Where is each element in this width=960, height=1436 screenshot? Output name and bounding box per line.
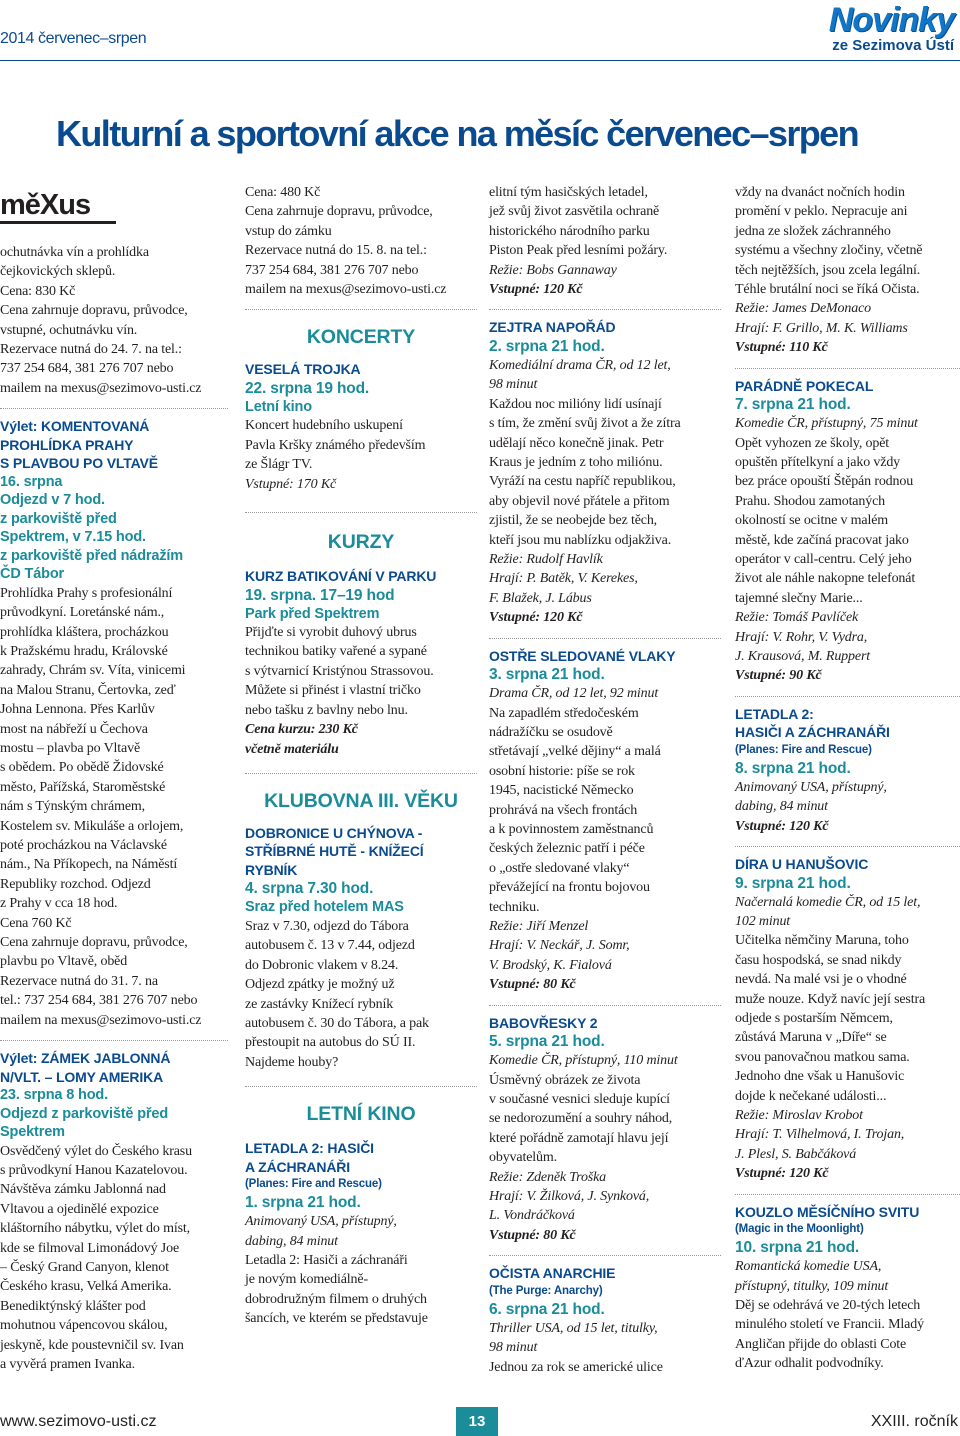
text-line: život ale náhle nakopne telefonát <box>735 571 916 587</box>
text-line: Načernalá komedie ČR, od 15 let, <box>735 894 921 910</box>
text-line: Drama ČR, od 12 let, 92 minut <box>489 686 659 702</box>
text-line: Jednou za rok se americké ulice <box>489 1359 663 1375</box>
text-line: Hrají: T. Vilhelmová, I. Trojan, <box>735 1127 905 1143</box>
text-line: odjede s postarším Němcem, <box>735 1011 893 1026</box>
text-line: dojde k nečekané události... <box>735 1088 887 1104</box>
text-line: Angličan přijde do oblasti Cote <box>735 1336 907 1352</box>
text-line: Romantická komedie USA, <box>735 1259 882 1275</box>
text-line: o „ostře sledované vlaky“ <box>489 860 630 876</box>
text-line: 98 minut <box>489 377 538 393</box>
event-date: 22. srpna 19 hod. <box>245 379 370 397</box>
text-line: L. Vondráčková <box>489 1208 575 1224</box>
movie-date: 6. srpna 21 hod. <box>489 1300 605 1318</box>
text-line: Výlet: ZÁMEK JABLONNÁ <box>0 1050 171 1067</box>
movie-credits <box>735 608 960 666</box>
event-title <box>0 1049 228 1086</box>
price-info <box>245 183 477 299</box>
text-line: Odjezd zpátky je možný už <box>245 977 395 993</box>
text-line: mailem na mexus@sezimovo-usti.cz <box>245 282 447 298</box>
text-line: minulého století ve Francii. Mladý <box>735 1317 924 1333</box>
movie-credits <box>489 917 721 975</box>
divider <box>245 512 477 513</box>
movie-original-title: (The Purge: Anarchy) <box>489 1284 603 1297</box>
text-line: Českého krasu, Velká Amerika. <box>0 1279 172 1295</box>
text-line: systému a všechny zločiny, včetně <box>735 243 923 259</box>
text-line: Úsměvný obrázek ze života <box>489 1072 641 1088</box>
text-line: s obědem. Po obědě Židovské <box>0 760 164 776</box>
column-3 <box>489 183 721 1377</box>
text-line: Komediální drama ČR, od 12 let, <box>489 357 671 373</box>
movie-date: 10. srpna 21 hod. <box>735 1239 860 1257</box>
text-line: Na zapadlém středočeském <box>489 705 639 721</box>
text-line: Animovaný USA, přístupný, <box>245 1214 397 1230</box>
text-line: svou panovačnou matkou sama. <box>735 1049 910 1065</box>
movie-price: Vstupné: 80 Kč <box>489 1227 576 1243</box>
text-line: Kraus je jedním z toho miliónu. <box>489 454 663 470</box>
movie-price: Vstupné: 120 Kč <box>735 1166 829 1182</box>
text-line: Benediktýnský klášter pod <box>0 1298 146 1314</box>
text-line: J. Plesl, S. Babčáková <box>735 1146 857 1162</box>
issue-date: 2014 červenec–srpen <box>0 30 147 47</box>
text-line: vstupné, ochutnávku vín. <box>0 322 138 338</box>
text-line: čejkovických sklepů. <box>0 264 116 280</box>
text-line: převážející na frontu bojovou <box>489 880 650 896</box>
text-line: ze Šlágr TV. <box>245 457 313 473</box>
text-line: 1945, nacistické Německo <box>489 783 634 799</box>
text-line: Režie: Zdeněk Troška <box>489 1169 607 1185</box>
movie-title: ZEJTRA NAPOŘÁD <box>489 319 616 336</box>
text-line: osobní historie: píše se rok <box>489 763 635 779</box>
mexus-logo-text: měXus <box>0 189 91 221</box>
movie-genre <box>245 1212 477 1251</box>
footer-website-link[interactable]: www.sezimovo-usti.cz <box>0 1413 157 1430</box>
movie-date: 9. srpna 21 hod. <box>735 874 851 892</box>
text-line: 23. srpna 8 hod. <box>0 1087 108 1104</box>
movie-date: 1. srpna 21 hod. <box>245 1194 361 1212</box>
section-kurzy: KURZY <box>327 531 395 554</box>
column-4 <box>735 183 960 1374</box>
event-meta <box>0 473 228 584</box>
text-line: Kostelem sv. Mikuláše a orlojem, <box>0 818 184 834</box>
text-line: Můžete si přinést i vlastní tričko <box>245 683 421 699</box>
divider <box>489 1255 721 1256</box>
text-line: 737 254 684, 381 276 707 nebo <box>245 262 419 278</box>
movie-text <box>735 931 960 1106</box>
text-line: PROHLÍDKA PRAHY <box>0 436 134 453</box>
text-line: zůstává Maruna v „Díře“ se <box>735 1030 887 1046</box>
event-text <box>245 623 477 720</box>
text-line: promění v peklo. Nepracuje ani <box>735 204 908 220</box>
text-line: Hrají: F. Grillo, M. K. Williams <box>735 320 908 336</box>
text-line: kteří jsou mu nablízku odjakživa. <box>489 532 672 548</box>
text-line: Prohlídka Prahy s profesionální <box>0 585 173 601</box>
text-line: Cena zahrnuje dopravu, průvodce, <box>245 204 433 220</box>
text-line: STŘÍBRNÉ HUTĚ - KNÍŽECÍ <box>245 843 424 860</box>
divider <box>489 638 721 639</box>
text-line: most na nábřeží u Čechova <box>0 721 148 737</box>
text-line: 98 minut <box>489 1340 538 1356</box>
text-line: Výlet: KOMENTOVANÁ <box>0 418 150 435</box>
text-line: Republiky rozchod. Odjezd <box>0 876 151 892</box>
text-line: a k povinnostem zaměstnanců <box>489 821 654 837</box>
movie-text <box>245 1251 477 1329</box>
text-line: do Dobronic vlakem v 8.24. <box>245 957 399 973</box>
event-date: 4. srpna 7.30 hod. <box>245 880 374 898</box>
divider <box>735 696 960 697</box>
text-line: Piston Peak před lesními požáry. <box>489 243 668 259</box>
text-line: dabing, 84 minut <box>735 799 828 815</box>
movie-date: 3. srpna 21 hod. <box>489 666 605 684</box>
text-line: A ZÁCHRANÁŘI <box>245 1158 351 1175</box>
text-line: střetávají „velké dějiny“ a malá <box>489 744 661 760</box>
text-line: mailem na mexus@sezimovo-usti.cz <box>0 380 202 396</box>
movie-text <box>489 183 721 261</box>
movie-title: BABOVŘESKY 2 <box>489 1014 598 1031</box>
movie-title: PARÁDNĚ POKECAL <box>735 377 874 394</box>
movie-original-title: (Magic in the Moonlight) <box>735 1223 864 1236</box>
movie-price: Vstupné: 120 Kč <box>489 610 583 626</box>
text-line: těch nejtěžších, jsou zcela legální. <box>735 262 921 278</box>
movie-price: Vstupné: 120 Kč <box>489 282 583 298</box>
text-line: LETADLA 2: HASIČI <box>245 1140 374 1157</box>
text-line: Režie: Miroslav Krobot <box>735 1108 863 1124</box>
text-line: se nedorozumění a souhry náhod, <box>489 1111 673 1127</box>
text-line: s výtvarnicí Kristýnou Strassovou. <box>245 663 434 679</box>
movie-text <box>489 704 721 917</box>
text-line: elitní tým hasičských letadel, <box>489 185 648 200</box>
text-line: J. Krausová, M. Ruppert <box>735 649 870 665</box>
movie-title: DÍRA U HANUŠOVIC <box>735 856 869 873</box>
movie-text <box>489 395 721 550</box>
text-line: mohutnou vápencovou skálou, <box>0 1318 168 1334</box>
event-title <box>245 824 477 880</box>
movie-title: KOUZLO MĚSÍČNÍHO SVITU <box>735 1203 920 1220</box>
text-line: z parkoviště před nádražím <box>0 547 184 564</box>
text-line: poté procházkou na Václavské <box>0 838 167 854</box>
movie-price: Vstupné: 90 Kč <box>735 668 822 684</box>
text-line: dobrodružným filmem o druhých <box>245 1291 427 1307</box>
text-line: Režie: Tomáš Pavlíček <box>735 610 859 626</box>
text-line: Cena: 480 Kč <box>245 185 321 200</box>
text-line: Děj se odehrává ve 20-tých letech <box>735 1297 921 1313</box>
text-line: okolností se ocitne v malém <box>735 513 889 529</box>
text-line: zjistil, že se neobejde bez těch, <box>489 513 658 529</box>
section-klubovna: KLUBOVNA III. VĚKU <box>264 789 458 812</box>
text-line: nevdá. Na malé vsi je o vhodné <box>735 972 907 988</box>
text-line: Cena 760 Kč <box>0 915 72 931</box>
logo-wordmark: Novinky <box>828 1 954 39</box>
event-price <box>245 720 477 759</box>
text-line: prohlídka kláštera, procházkou <box>0 624 169 640</box>
text-line: s tím, že změní svůj život a že zítra <box>489 416 681 432</box>
text-line: z parkoviště před <box>0 510 117 527</box>
text-line: Hrají: V. Rohr, V. Vydra, <box>735 629 868 645</box>
text-line: ČD Tábor <box>0 566 65 583</box>
movie-text <box>735 434 960 609</box>
movie-credits <box>489 1168 721 1226</box>
text-line: ze zastávky Knížecí rybník <box>245 996 394 1012</box>
text-line: muže nouze. Když navíc její sestra <box>735 991 926 1007</box>
event-title: KURZ BATIKOVÁNÍ V PARKU <box>245 568 437 585</box>
text-line: technikou batiky vařené a sypané <box>245 644 427 660</box>
text-line: Animovaný USA, přístupný, <box>735 779 887 795</box>
text-line: Cena kurzu: 230 Kč <box>245 722 358 738</box>
movie-text <box>489 1071 721 1168</box>
text-line: tel.: 737 254 684, 381 276 707 nebo <box>0 993 198 1009</box>
text-line: Opět vyhozen ze školy, opět <box>735 435 890 451</box>
text-line: jeskyně, kde poustevničil sv. Ivan <box>0 1337 184 1353</box>
movie-genre <box>489 684 721 703</box>
movie-date: 8. srpna 21 hod. <box>735 759 851 777</box>
event-place: Park před Spektrem <box>245 605 380 622</box>
movie-genre <box>735 1257 960 1296</box>
text-line: udělají něco konečně jinak. Petr <box>489 435 664 451</box>
event-date: 19. srpna. 17–19 hod <box>245 586 395 604</box>
event-place: Letní kino <box>245 398 312 415</box>
event-text <box>245 917 477 1072</box>
mexus-logo <box>0 189 228 221</box>
text-line: s průvodkyní Hanou Kazatelovou. <box>0 1163 188 1178</box>
text-line: jedna ze složek záchranného <box>735 223 891 239</box>
text-line: historického národního parku <box>489 223 650 239</box>
text-line: přestoupit na autobus do SÚ II. <box>245 1035 416 1051</box>
event-title <box>0 417 228 473</box>
text-line: techniku. <box>489 899 540 915</box>
text-line: DOBRONICE U CHÝNOVA - <box>245 824 423 841</box>
text-line: kde se filmoval Limonádový Joe <box>0 1240 180 1256</box>
text-line: ďAzur odhalit podvodníky. <box>735 1356 884 1372</box>
column-2 <box>245 183 477 1329</box>
text-line: S PLAVBOU PO VLTAVĚ <box>0 455 158 472</box>
movie-credits <box>735 1106 960 1164</box>
text-line: Spektrem, v 7.15 hod. <box>0 529 146 546</box>
divider <box>0 408 228 409</box>
text-line: Odjezd z parkoviště před <box>0 1105 169 1122</box>
movie-date: 2. srpna 21 hod. <box>489 337 605 355</box>
movie-genre <box>735 893 960 932</box>
text-line: Hrají: V. Neckář, J. Somr, <box>489 938 630 954</box>
text-line: zahrady, Chrám sv. Víta, vinicemi <box>0 663 186 679</box>
movie-price: Vstupné: 80 Kč <box>489 977 576 993</box>
divider <box>245 773 477 774</box>
movie-price: Vstupné: 110 Kč <box>735 340 828 356</box>
event-text <box>0 1142 228 1375</box>
event-title: VESELÁ TROJKA <box>245 361 361 378</box>
text-line: nám s Týnským chrámem, <box>0 799 145 815</box>
divider <box>489 1005 721 1006</box>
text-line: českých železnic patří i péče <box>489 841 645 857</box>
intro-text <box>0 243 228 398</box>
text-line: šancích, ve kterém se představuje <box>245 1311 428 1327</box>
text-line: mailem na mexus@sezimovo-usti.cz <box>0 1012 202 1028</box>
event-price: Vstupné: 170 Kč <box>245 476 337 492</box>
text-line: jež svůj život zasvětila ochraně <box>489 204 660 220</box>
text-line: Přijďte si vyrobit duhový ubrus <box>245 625 417 641</box>
text-line: Johna Lennona. Přes Karlův <box>0 702 155 718</box>
divider <box>245 1086 477 1087</box>
text-line: Komedie ČR, přístupný, 110 minut <box>489 1053 678 1069</box>
text-line: k Pražskému hradu, Královské <box>0 643 168 659</box>
movie-genre <box>489 1319 721 1358</box>
divider <box>245 309 477 310</box>
text-line: Režie: Rudolf Havlík <box>489 552 603 567</box>
movie-text <box>735 183 960 299</box>
event-place: Sraz před hotelem MAS <box>245 899 404 916</box>
text-line: na Malou Stranu, Čertovka, zeď <box>0 682 176 698</box>
movie-price: Vstupné: 120 Kč <box>735 818 829 834</box>
text-line: Letadla 2: Hasiči a záchranáři <box>245 1252 408 1268</box>
text-line: N/VLT. – LOMY AMERIKA <box>0 1068 164 1085</box>
divider <box>735 846 960 847</box>
text-line: Rezervace nutná do 15. 8. na tel.: <box>245 243 427 259</box>
text-line: Hrají: V. Žilková, J. Synková, <box>489 1188 650 1204</box>
movie-title: OČISTA ANARCHIE <box>489 1265 616 1282</box>
text-line: Učitelka němčiny Maruna, toho <box>735 933 909 949</box>
text-line: Prahu. Shodou zamotaných <box>735 493 885 509</box>
text-line: ochutnávka vín a prohlídka <box>0 245 149 260</box>
text-line: Cena zahrnuje dopravu, průvodce, <box>0 935 188 951</box>
text-line: autobusem č. 13 v 7.44, odjezd <box>245 938 415 954</box>
movie-genre <box>735 414 960 433</box>
text-line: F. Blažek, J. Lábus <box>489 590 592 606</box>
text-line: z Prahy v cca 18 hod. <box>0 896 118 912</box>
text-line: V. Brodský, K. Fialová <box>489 957 612 973</box>
text-line: 102 minut <box>735 913 791 929</box>
text-line: Odjezd v 7 hod. <box>0 492 105 509</box>
movie-genre <box>489 1051 721 1070</box>
page-title: Kulturní a sportovní akce na měsíc červenec–srpen <box>56 113 858 154</box>
text-line: nádražíčku se osudově <box>489 724 613 740</box>
text-line: tajemné slečny Marie... <box>735 590 863 606</box>
text-line: Rezervace nutná do 31. 7. na <box>0 973 158 989</box>
text-line: a vyvěrá pramen Ivanka. <box>0 1357 135 1373</box>
movie-original-title: (Planes: Fire and Rescue) <box>735 743 872 756</box>
text-line: Komedie ČR, přístupný, 75 minut <box>735 416 918 432</box>
text-line: Cena: 830 Kč <box>0 283 76 299</box>
text-line: mostu – plavba po Vltavě <box>0 741 141 756</box>
movie-text <box>735 1296 960 1374</box>
movie-date: 5. srpna 21 hod. <box>489 1033 605 1051</box>
text-line: aby objevil nové přátele a přitom <box>489 493 670 509</box>
text-line: LETADLA 2: <box>735 705 814 722</box>
text-line: v současné vesnici sleduje kupící <box>489 1091 670 1107</box>
text-line: přístupný, titulky, 109 minut <box>735 1278 889 1294</box>
text-line: Hrají: P. Batěk, V. Kerekes, <box>489 571 638 587</box>
movie-text <box>489 1358 721 1377</box>
text-line: Spektrem <box>0 1124 65 1141</box>
divider <box>0 1040 228 1041</box>
movie-credits <box>735 299 960 338</box>
text-line: městě, kde začíná pracovat jako <box>735 532 909 548</box>
logo-subtitle: ze Sezimova Ústí <box>832 37 954 54</box>
movie-title <box>245 1139 477 1176</box>
movie-date: 7. srpna 21 hod. <box>735 396 851 414</box>
text-line: autobusem č. 30 do Tábora, a pak <box>245 1015 429 1031</box>
movie-title <box>735 705 960 742</box>
text-line: vždy na dvanáct nočních hodin <box>735 185 905 200</box>
section-letni-kino: LETNÍ KINO <box>306 1103 416 1126</box>
text-line: – Český Grand Canyon, klenot <box>0 1260 169 1276</box>
divider <box>735 1194 960 1195</box>
movie-title: OSTŘE SLEDOVANÉ VLAKY <box>489 647 676 664</box>
text-line: Vyráží na cestu napříč republikou, <box>489 474 676 490</box>
text-line: 16. srpna <box>0 473 63 490</box>
movie-genre <box>735 778 960 817</box>
text-line: RYBNÍK <box>245 861 298 878</box>
text-line: nebo tašku z bavlny nebo lnu. <box>245 702 408 718</box>
column-1 <box>0 183 228 1374</box>
text-line: Téhle brutální noci se říká Očista. <box>735 282 920 298</box>
text-line: prohrává na všech frontách <box>489 802 638 818</box>
text-line: obyvatelům. <box>489 1150 557 1166</box>
text-line: včetně materiálu <box>245 741 339 757</box>
header-divider <box>0 60 960 61</box>
text-line: času hospodská, se snad nikdy <box>735 952 902 968</box>
text-line: Jednoho dne však u Hanušovic <box>735 1069 905 1085</box>
text-line: operátor v call-centru. Celý jeho <box>735 552 912 567</box>
event-text <box>245 416 477 474</box>
text-line: Sraz v 7.30, odjezd do Tábora <box>245 918 409 934</box>
divider <box>735 368 960 369</box>
novinky-logo <box>798 0 954 58</box>
section-koncerty: KONCERTY <box>306 326 416 349</box>
text-line: Každou noc milióny lidí usínají <box>489 396 662 412</box>
text-line: Thriller USA, od 15 let, titulky, <box>489 1320 658 1336</box>
text-line: bez práce opouští Štěpán rodnou <box>735 474 914 490</box>
text-line: Najdeme houby? <box>245 1054 339 1070</box>
text-line: nám., Na Příkopech, na Náměstí <box>0 857 178 873</box>
text-line: kláštorního nábytku, výlet do míst, <box>0 1221 190 1237</box>
text-line: je novým komediálně- <box>245 1272 368 1288</box>
text-line: město, Pařížská, Staroměstské <box>0 779 166 795</box>
event-text <box>0 584 228 1030</box>
text-line: vstup do zámku <box>245 223 332 239</box>
movie-credits <box>489 550 721 608</box>
text-line: 737 254 684, 381 276 707 nebo <box>0 361 174 377</box>
text-line: Rezervace nutná do 24. 7. na tel.: <box>0 342 182 358</box>
text-line: Režie: Jiří Menzel <box>489 919 589 934</box>
text-line: Vltavou a ojedinělé expozice <box>0 1201 159 1217</box>
text-line: dabing, 84 minut <box>245 1233 338 1249</box>
footer-volume: XXIII. ročník <box>870 1413 958 1430</box>
text-line: Pavla Kršky známého především <box>245 437 426 453</box>
movie-genre <box>489 356 721 395</box>
text-line: plavbu po Vltavě, oběd <box>0 954 128 970</box>
text-line: Režie: James DeMonaco <box>735 301 872 317</box>
page-number: 13 <box>456 1407 498 1436</box>
event-meta <box>0 1086 228 1142</box>
text-line: které pořádně zamotají hlavu její <box>489 1130 669 1146</box>
text-line: průvodkyní. Loretánské nám., <box>0 605 165 621</box>
text-line: Návštěva zámku Jablonná nad <box>0 1182 166 1198</box>
text-line: Koncert hudebního uskupení <box>245 418 403 434</box>
text-line: Osvědčený výlet do Českého krasu <box>0 1143 192 1159</box>
text-line: opuštěn přítelkyní a jako vždy <box>735 454 901 470</box>
text-line: HASIČI A ZÁCHRANÁŘI <box>735 724 890 741</box>
movie-director: Režie: Bobs Gannaway <box>489 262 617 278</box>
text-line: Cena zahrnuje dopravu, průvodce, <box>0 303 188 319</box>
divider <box>489 309 721 310</box>
movie-original-title: (Planes: Fire and Rescue) <box>245 1178 382 1191</box>
